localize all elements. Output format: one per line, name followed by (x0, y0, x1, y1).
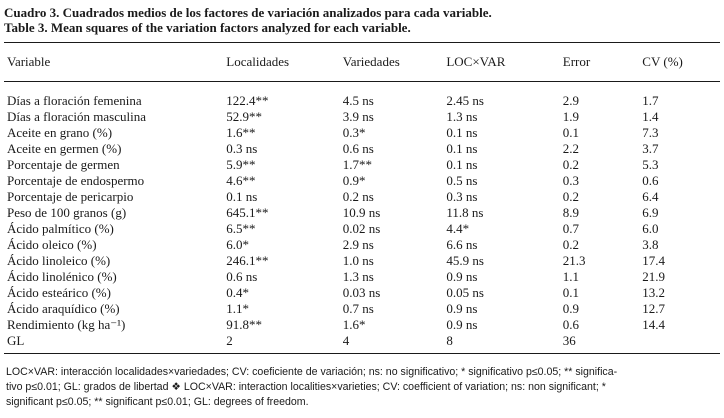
cell-variedades: 4 (342, 333, 350, 348)
cell-error: 0.2 (562, 189, 580, 204)
cell-localidades: 4.6** (226, 173, 256, 188)
cell-localidades: 0.6 ns (226, 269, 258, 284)
cell-localidades: 0.4* (226, 285, 249, 300)
cell-localidades: 52.9** (226, 109, 262, 124)
cell-error: 0.2 (562, 157, 580, 172)
cell-localidades: 6.0* (226, 237, 249, 252)
cell-cv: 6.9 (642, 205, 659, 220)
cell-variable: Días a floración masculina (7, 109, 146, 124)
cell-variable: Días a floración femenina (7, 93, 142, 108)
table-row (4, 125, 720, 141)
cell-localidades: 122.4** (226, 93, 269, 108)
header-cv: CV (%) (642, 54, 683, 69)
cell-cv: 7.3 (642, 125, 659, 140)
cell-variable: Aceite en germen (%) (7, 141, 122, 156)
cell-variedades: 0.3* (342, 125, 366, 140)
cell-localidades: 1.1* (226, 301, 249, 316)
cell-error: 0.2 (562, 237, 580, 252)
cell-cv: 21.9 (642, 269, 666, 284)
cell-localidades: 246.1** (226, 253, 269, 268)
cell-variedades: 10.9 ns (342, 205, 381, 220)
cell-variedades: 1.3 ns (342, 269, 374, 284)
cell-loc-var: 0.3 ns (446, 189, 478, 204)
cell-error: 1.9 (562, 109, 580, 124)
cell-variedades: 0.02 ns (342, 221, 381, 236)
cell-loc-var: 0.05 ns (446, 285, 484, 300)
table-row (4, 317, 720, 333)
cell-error: 2.9 (562, 93, 580, 108)
cell-cv: 14.4 (642, 317, 666, 332)
table-row (4, 253, 720, 269)
table-row (4, 189, 720, 205)
cell-error: 0.1 (562, 125, 580, 140)
cell-error: 21.3 (562, 253, 586, 268)
table-row (4, 301, 720, 317)
table-row (4, 141, 720, 157)
cell-cv: 13.2 (642, 285, 666, 300)
cell-loc-var: 0.9 ns (446, 301, 478, 316)
cell-cv: 12.7 (642, 301, 666, 316)
cell-cv: 0.6 (642, 173, 659, 188)
header-loc-var: LOC×VAR (446, 54, 506, 69)
cell-variedades: 0.7 ns (342, 301, 374, 316)
cell-variedades: 0.2 ns (342, 189, 374, 204)
cell-error: 0.9 (562, 301, 580, 316)
header-variedades: Variedades (342, 54, 400, 69)
table-row (4, 205, 720, 221)
cell-variable: Porcentaje de pericarpio (7, 189, 134, 204)
mean-squares-table (4, 42, 720, 354)
cell-localidades: 645.1** (226, 205, 269, 220)
cell-variable: Ácido linoleico (%) (7, 253, 111, 268)
cell-error: 8.9 (562, 205, 580, 220)
cell-localidades: 0.1 ns (226, 189, 258, 204)
cell-cv: 6.4 (642, 189, 659, 204)
table-row (4, 221, 720, 237)
caption-spanish: Cuadro 3. Cuadrados medios de los factores de variación analizados para cada variable. (4, 5, 492, 20)
cell-variable: GL (7, 333, 25, 348)
cell-variedades: 3.9 ns (342, 109, 374, 124)
header-variable: Variable (7, 54, 51, 69)
cell-loc-var: 0.1 ns (446, 125, 478, 140)
table-footnote (4, 365, 720, 410)
cell-cv: 17.4 (642, 253, 666, 268)
cell-error: 0.7 (562, 221, 580, 236)
footnote-line-2: tivo p≤0.01; GL: grados de libertad ❖ LOC×VAR: interaction localities×varieties; CV: coefficient of variation; ns: non significant; * (6, 381, 606, 393)
table-body (4, 82, 720, 354)
table-row (4, 82, 720, 110)
footnote-line-1: LOC×VAR: interacción localidades×variedades; CV: coeficiente de variación; ns: no significativo; * significativo p≤0.05; ** significa- (6, 366, 618, 378)
table-row (4, 109, 720, 125)
table-figure (4, 0, 720, 410)
cell-variable: Ácido palmítico (%) (7, 221, 114, 236)
cell-error: 2.2 (562, 141, 580, 156)
table-row (4, 237, 720, 253)
cell-variable: Aceite en grano (%) (7, 125, 113, 140)
table-row (4, 269, 720, 285)
cell-variedades: 1.0 ns (342, 253, 374, 268)
cell-loc-var: 2.45 ns (446, 93, 484, 108)
cell-variable: Porcentaje de endospermo (7, 173, 145, 188)
footnote-line-3: significant p≤0.05; ** significant p≤0.01; GL: degrees of freedom. (6, 396, 309, 408)
cell-cv: 5.3 (642, 157, 659, 172)
header-row (4, 43, 720, 82)
cell-localidades: 5.9** (226, 157, 256, 172)
cell-variable: Ácido esteárico (%) (7, 285, 111, 300)
table-row (4, 285, 720, 301)
cell-variable: Rendimiento (kg ha⁻¹) (7, 317, 126, 332)
cell-cv: 1.4 (642, 109, 659, 124)
cell-variable: Ácido oleico (%) (7, 237, 97, 252)
caption-english: Table 3. Mean squares of the variation factors analyzed for each variable. (4, 20, 411, 35)
cell-variable: Ácido linolénico (%) (7, 269, 117, 284)
cell-cv: 3.7 (642, 141, 659, 156)
cell-error: 0.6 (562, 317, 580, 332)
cell-loc-var: 8 (446, 333, 453, 348)
cell-localidades: 6.5** (226, 221, 256, 236)
cell-loc-var: 4.4* (446, 221, 470, 236)
cell-error: 1.1 (562, 269, 580, 284)
cell-cv: 6.0 (642, 221, 659, 236)
header-localidades: Localidades (226, 54, 290, 69)
cell-localidades: 0.3 ns (226, 141, 258, 156)
cell-variedades: 0.03 ns (342, 285, 381, 300)
cell-variable: Ácido araquídico (%) (7, 301, 120, 316)
cell-localidades: 2 (226, 333, 233, 348)
cell-loc-var: 45.9 ns (446, 253, 484, 268)
cell-loc-var: 1.3 ns (446, 109, 478, 124)
cell-cv (642, 333, 720, 354)
cell-loc-var: 6.6 ns (446, 237, 478, 252)
table-row (4, 173, 720, 189)
cell-error: 0.1 (562, 285, 580, 300)
cell-loc-var: 0.9 ns (446, 269, 478, 284)
cell-error: 0.3 (562, 173, 580, 188)
cell-localidades: 1.6** (226, 125, 256, 140)
cell-variedades: 4.5 ns (342, 93, 374, 108)
cell-error: 36 (562, 333, 576, 348)
cell-cv: 3.8 (642, 237, 659, 252)
cell-localidades: 91.8** (226, 317, 262, 332)
cell-variable: Peso de 100 granos (g) (7, 205, 127, 220)
cell-variable: Porcentaje de germen (7, 157, 120, 172)
cell-loc-var: 0.5 ns (446, 173, 478, 188)
header-error: Error (562, 54, 591, 69)
cell-loc-var: 0.1 ns (446, 157, 478, 172)
table-row (4, 157, 720, 173)
cell-loc-var: 0.9 ns (446, 317, 478, 332)
cell-variedades: 0.9* (342, 173, 366, 188)
cell-variedades: 1.6* (342, 317, 366, 332)
cell-cv: 1.7 (642, 93, 659, 108)
cell-variedades: 0.6 ns (342, 141, 374, 156)
cell-loc-var: 0.1 ns (446, 141, 478, 156)
cell-variedades: 2.9 ns (342, 237, 374, 252)
table-caption (4, 5, 720, 35)
cell-loc-var: 11.8 ns (446, 205, 484, 220)
table-row (4, 333, 720, 354)
cell-variedades: 1.7** (342, 157, 372, 172)
